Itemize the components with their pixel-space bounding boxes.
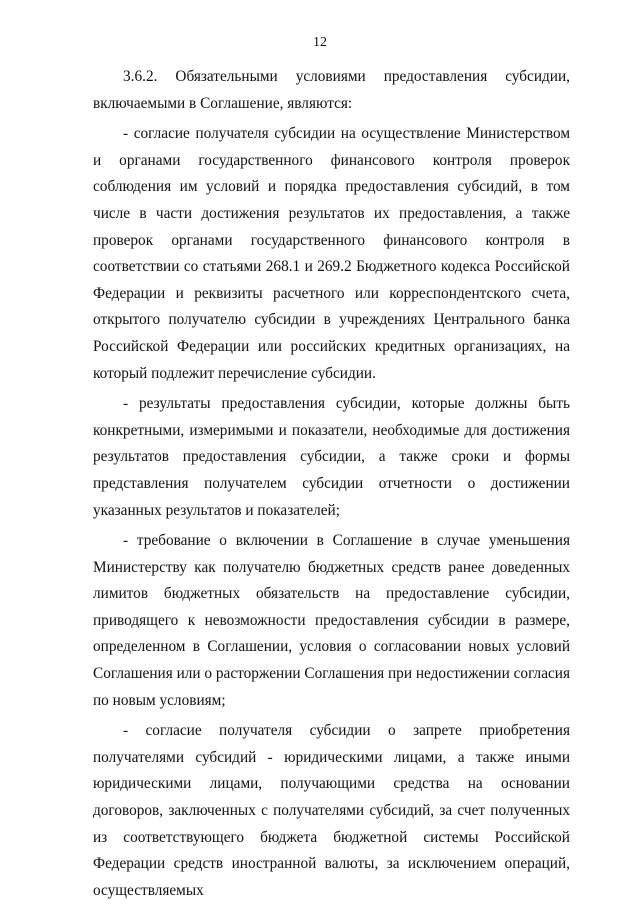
page-number: 12 xyxy=(313,35,327,50)
paragraph-consent-inspections: - согласие получателя субсидии на осуществление Министерством и органами государственного финансового контроля проверок соблюдения им условий и порядка предоставления субсидий, в том числе в части достижения результатов их предоставления, а также проверок органами государственного финансового контроля в соответствии со статьями 268.1 и 269.2 Бюджетного кодекса Российской Федерации и реквизиты расчетного или корреспондентского счета, открытого получателю субсидии в учреждениях Центрального банка Российской Федерации или российских кредитных организациях, на который подлежит перечисление субсидии. xyxy=(93,125,570,382)
paragraph-3-6-2: 3.6.2. Обязательными условиями предоставления субсидии, включаемыми в Соглашение, являются: xyxy=(93,68,570,112)
document-body xyxy=(93,64,570,904)
paragraph-currency-ban: - согласие получателя субсидии о запрете приобретения получателями субсидий - юридическими лицами, а также иными юридическими лицами, получающими средства на основании договоров, заключенных с получателями субсидий, за счет полученных из соответствующего бюджета бюджетной системы Российской Федерации средств иностранной валюты, за исключением операций, осуществляемых xyxy=(93,722,570,899)
paragraph-results: - результаты предоставления субсидии, которые должны быть конкретными, измеримыми и показатели, необходимые для достижения результатов предоставления субсидии, а также сроки и формы представления получателем субсидии отчетности о достижении указанных результатов и показателей; xyxy=(93,395,570,519)
paragraph-requirement: - требование о включении в Соглашение в случае уменьшения Министерству как получателю бюджетных средств ранее доведенных лимитов бюджетных обязательств на предоставление субсидии, приводящего к невозможности предоставления субсидии в размере, определенном в Соглашении, условия о согласовании новых условий Соглашения или о расторжении Соглашения при недостижении согласия по новым условиям; xyxy=(93,532,570,709)
